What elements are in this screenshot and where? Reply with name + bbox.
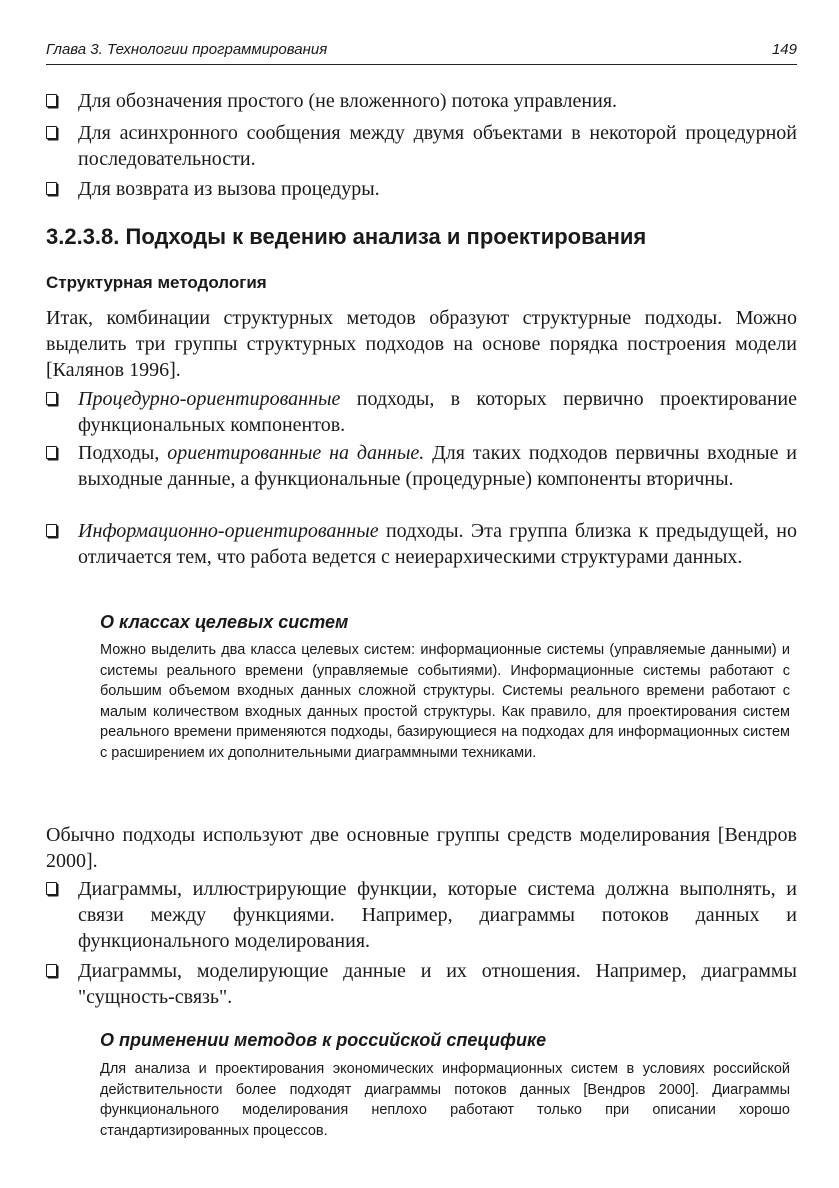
checkbox-bullet-icon — [46, 446, 57, 459]
list-item-text: Процедурно-ориентированные подходы, в которых первично проектирование функциональных компонентов. — [78, 388, 797, 436]
list-item — [46, 518, 797, 570]
list-item-text: Для обозначения простого (не вложенного) потока управления. — [78, 90, 618, 112]
checkbox-bullet-icon — [46, 964, 57, 977]
tools-paragraph: Обычно подходы используют две основные группы средств моделирования [Вендров 2000]. — [46, 824, 797, 872]
checkbox-bullet-icon — [46, 392, 57, 405]
checkbox-bullet-icon — [46, 882, 57, 895]
list-item-text: Для асинхронного сообщения между двумя объектами в некоторой процедурной последовательности. — [78, 122, 797, 170]
list-item — [46, 176, 797, 202]
checkbox-bullet-icon — [46, 126, 57, 139]
list-item — [46, 876, 797, 954]
checkbox-bullet-icon — [46, 94, 57, 107]
list-item — [46, 958, 797, 1010]
list-item — [46, 440, 797, 492]
note-text: Можно выделить два класса целевых систем: информационные системы (управляемые данными) и системы реального времени (управляемые событиями). Информационные системы работают с большим объемом входных данных сложной структуры. Системы реального времени работают с малым количеством входных данных простой структуры. Как правило, для проектирования систем реального времени применяются подходы, базирующиеся на подходах для информационных систем с расширением их дополнительными диаграммными техниками. — [100, 642, 790, 761]
list-item-text: Для возврата из вызова процедуры. — [78, 178, 380, 200]
list-item-text: Подходы, ориентированные на данные. Для таких подходов первичны входные и выходные данные, а функциональные (процедурные) компоненты вторичны. — [78, 442, 798, 490]
checkbox-bullet-icon — [46, 182, 57, 195]
running-title: Глава 3. Технологии программирования — [46, 41, 328, 58]
note-heading: О классах целевых систем — [100, 612, 349, 632]
list-item-text: Диаграммы, моделирующие данные и их отношения. Например, диаграммы "сущность-связь". — [78, 960, 797, 1008]
list-item — [46, 88, 797, 114]
page-number: 149 — [771, 41, 797, 58]
list-item — [46, 120, 797, 172]
intro-paragraph: Итак, комбинации структурных методов образуют структурные подходы. Можно выделить три группы структурных подходов на основе порядка построения модели [Калянов 1996]. — [46, 307, 797, 381]
list-item-text: Диаграммы, иллюстрирующие функции, которые система должна выполнять, и связи между функциями. Например, диаграммы потоков данных и функционального моделирования. — [78, 878, 797, 952]
running-header — [46, 40, 797, 65]
section-heading: 3.2.3.8. Подходы к ведению анализа и проектирования — [46, 224, 647, 249]
list-item-text: Информационно-ориентированные подходы. Эта группа близка к предыдущей, но отличается тем, что работа ведется с неиерархическими структурами данных. — [78, 520, 797, 568]
note-text: Для анализа и проектирования экономических информационных систем в условиях российской действительности более подходят диаграммы потоков данных [Вендров 2000]. Диаграммы функционального моделирования неплохо работают только при описании хорошо стандартизированных процессов. — [100, 1061, 790, 1139]
subsection-heading: Структурная методология — [46, 273, 267, 292]
note-heading: О применении методов к российской специфике — [100, 1030, 547, 1050]
list-item — [46, 386, 797, 438]
checkbox-bullet-icon — [46, 524, 57, 537]
